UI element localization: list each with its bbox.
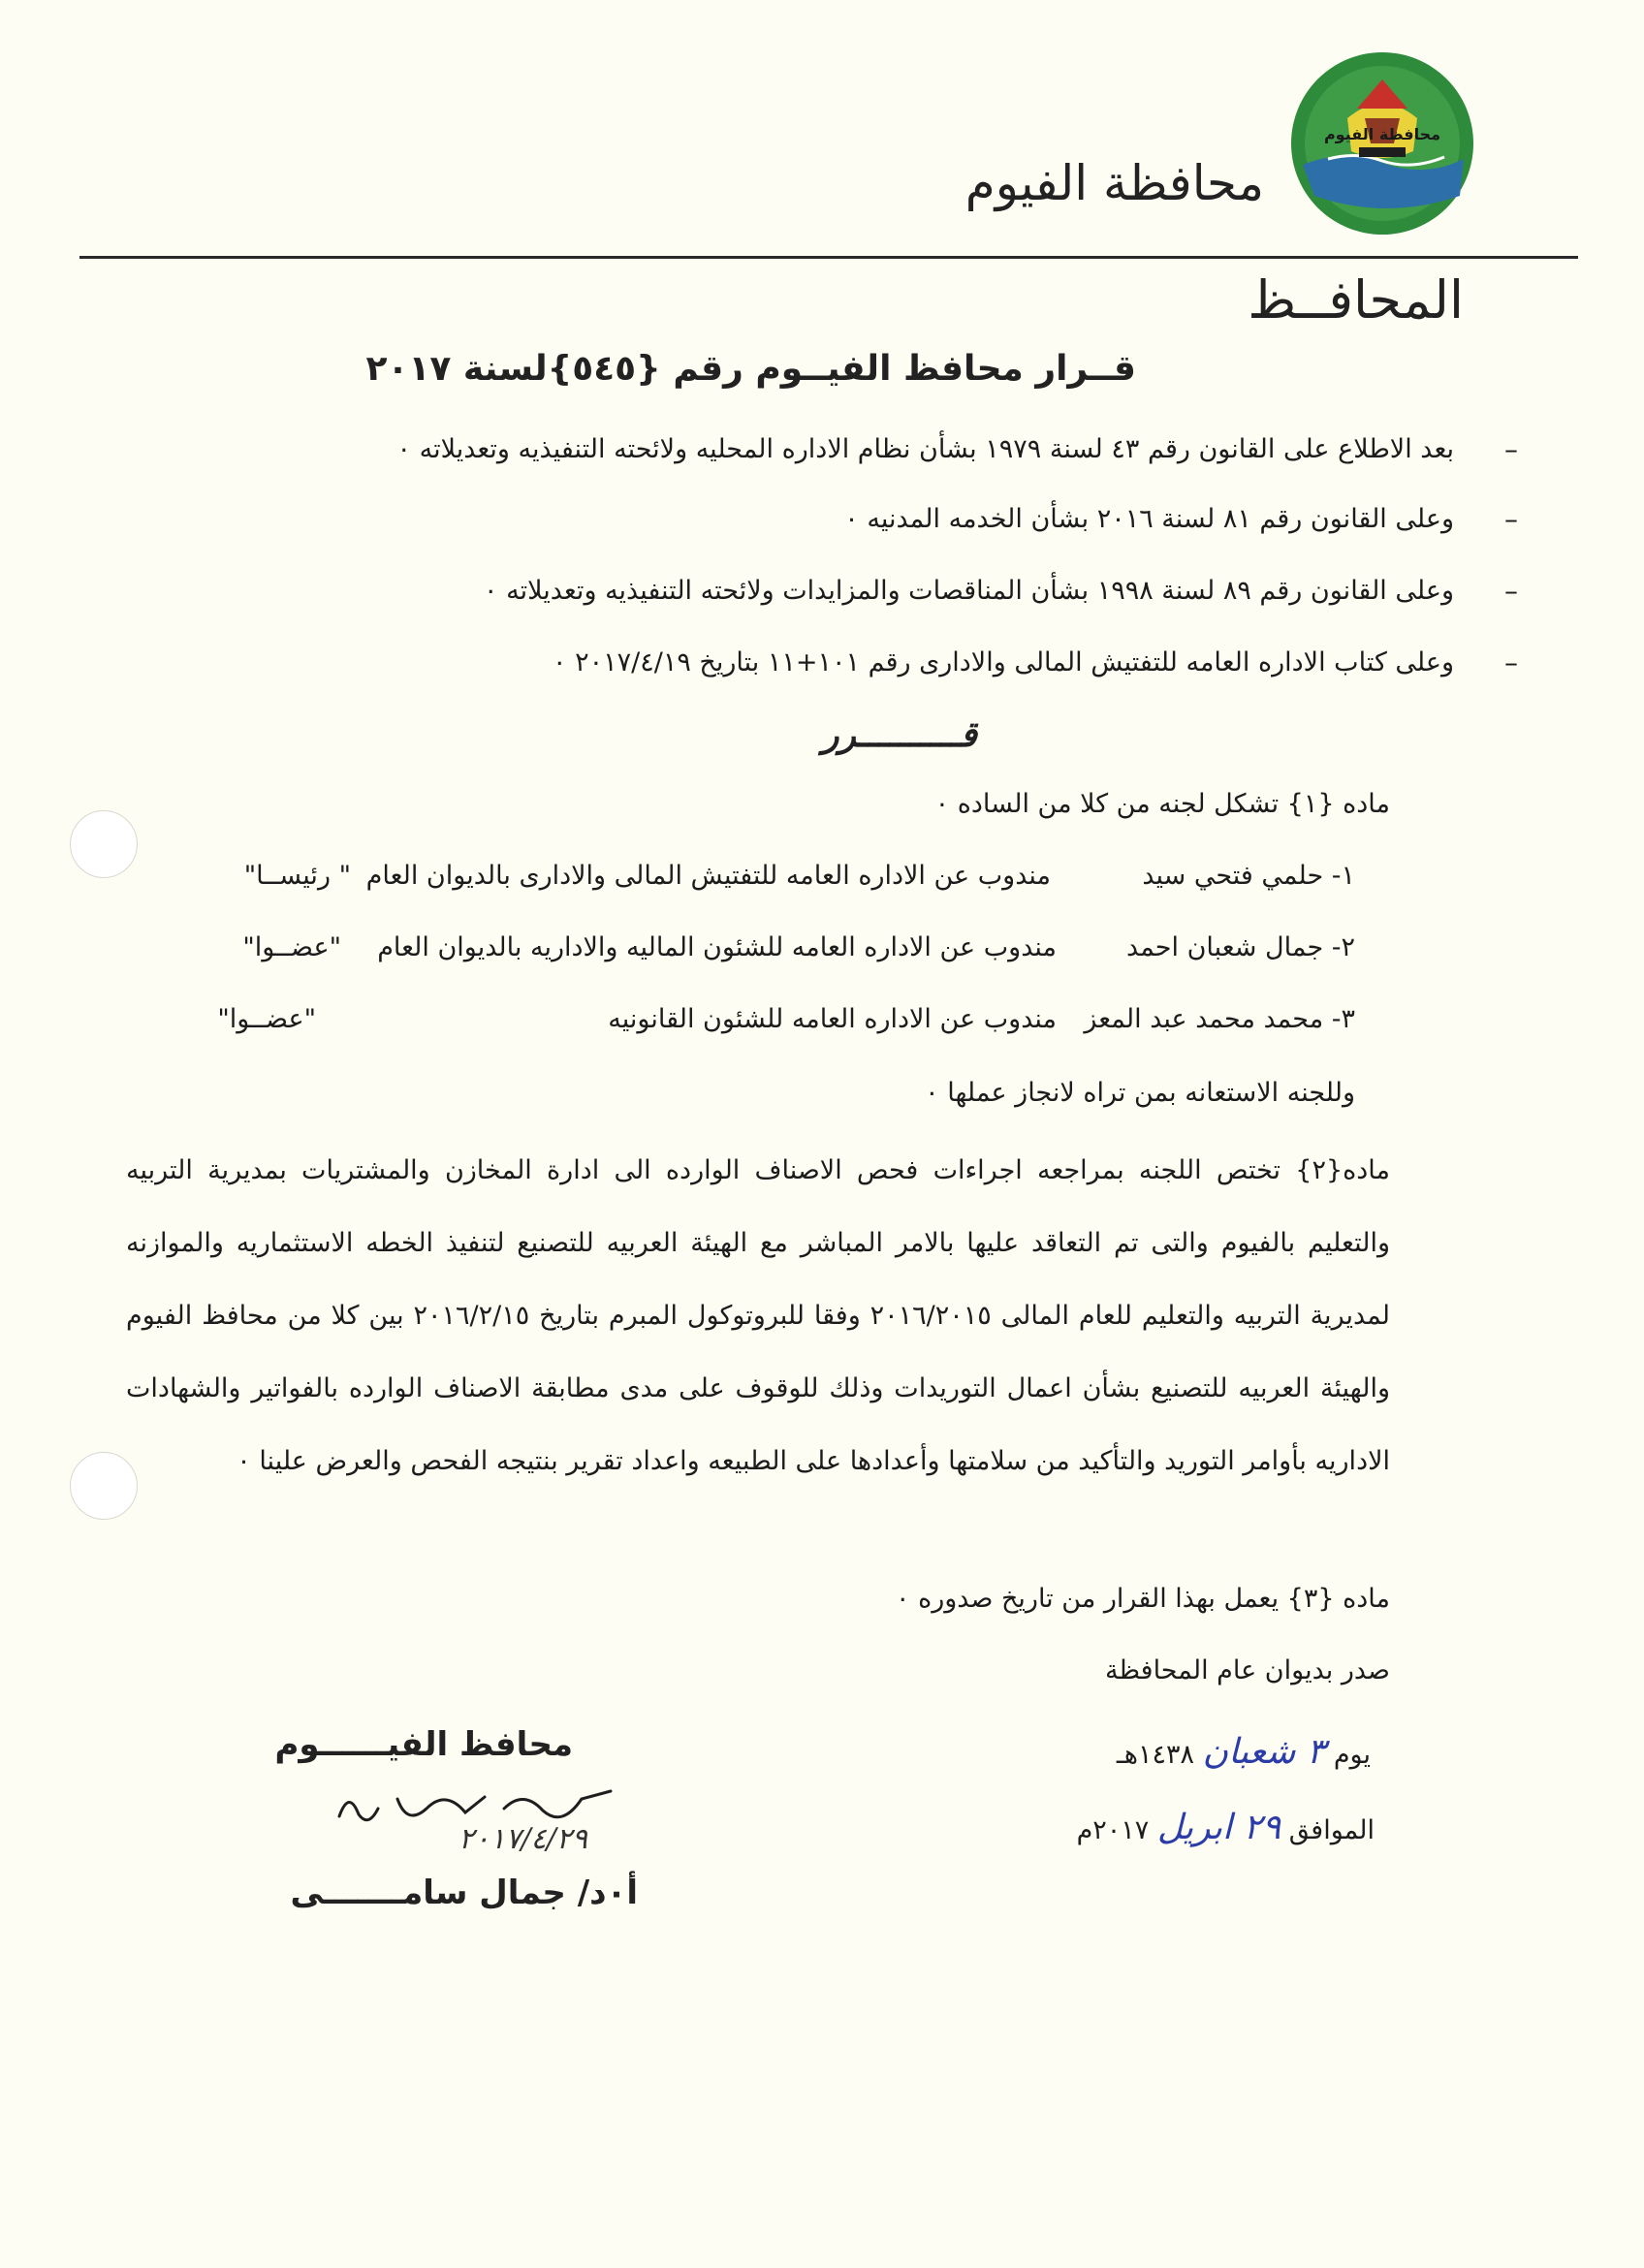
preamble-item: – وعلى القانون رقم ٨١ لسنة ٢٠١٦ بشأن الخدمه المدنيه ٠ bbox=[844, 503, 1518, 535]
punch-hole bbox=[70, 810, 138, 878]
member-role: مندوب عن الاداره العامه للشئون القانونيه bbox=[608, 1004, 1057, 1034]
preamble-item: – وعلى كتاب الاداره العامه للتفتيش المالى والادارى رقم ١٠١+١١ بتاريخ ٢٠١٧/٤/١٩ ٠ bbox=[553, 646, 1518, 678]
decree-title: قــرار محافظ الفيــوم رقم {٥٤٥}لسنة ٢٠١٧ bbox=[365, 349, 1136, 389]
signer-name: أ٠د/ جمال سامـــــــى bbox=[290, 1874, 638, 1912]
office-title: المحافــظ bbox=[1248, 269, 1464, 331]
member-role: مندوب عن الاداره العامه للتفتيش المالى والادارى بالديوان العام bbox=[365, 861, 1051, 891]
article-2-text: ماده{٢} تختص اللجنه بمراجعه اجراءات فحص الاصناف الوارده الى ادارة المخازن والمشتريات بمديرية التربيه والتعليم بالفيوم والتى تم التعاقد عليها بالامر المباشر مع الهيئة العربيه للتصنيع لتنفيذ الخطه الاستثماريه والموازنه لمديرية التربيه والتعليم للعام المالى ٢٠١٦/٢٠١٥ وفقا للبروتوكول المبرم بتاريخ ٢٠١٦/٢/١٥ بين كلا من محافظ الفيوم والهيئة العربيه للتصنيع بشأن اعمال التوريدات وذلك للوقوف على مدى مطابقة الاصناف الوارده بالفواتير والشهادات الاداريه بأوامر التوريد والتأكيد من سلامتها وأعدادها على الطبيعه واعداد تقرير بنتيجه الفحص والعرض علينا ٠ bbox=[126, 1155, 1390, 1476]
handwritten-hijri-day: ٣ شعبان bbox=[1202, 1732, 1326, 1772]
member-name: ٢- جمال شعبان احمد bbox=[1126, 932, 1355, 962]
issued-at: صدر بديوان عام المحافظة bbox=[1105, 1655, 1390, 1685]
preamble-item: – بعد الاطلاع على القانون رقم ٤٣ لسنة ١٩٧٩ بشأن نظام الاداره المحليه ولائحته التنفيذيه وتعديلاته ٠ bbox=[396, 433, 1518, 465]
gregorian-date: الموافق ٢٩ ابريل ٢٠١٧م bbox=[1076, 1808, 1375, 1847]
member-name: ٣- محمد محمد عبد المعز bbox=[1084, 1004, 1355, 1034]
handwritten-gregorian-day: ٢٩ ابريل bbox=[1156, 1808, 1281, 1847]
governorate-seal-icon bbox=[1289, 50, 1475, 236]
article-1-closing: وللجنه الاستعانه بمن تراه لانجاز عملها ٠ bbox=[925, 1078, 1355, 1108]
member-title: " رئيســا" bbox=[243, 861, 351, 891]
punch-hole bbox=[70, 1452, 138, 1520]
header-divider bbox=[79, 256, 1578, 259]
article-3-text: ماده {٣} يعمل بهذا القرار من تاريخ صدوره ٠ bbox=[895, 1584, 1390, 1614]
hijri-date: يوم ٣ شعبان ١٤٣٨هـ bbox=[1116, 1732, 1371, 1772]
seal-text: محافظة الفيوم bbox=[1323, 125, 1441, 143]
governorate-name: محافظة الفيوم bbox=[964, 155, 1264, 211]
member-role: مندوب عن الاداره العامه للشئون الماليه والاداريه بالديوان العام bbox=[377, 932, 1057, 962]
handwritten-signature-date: ٢٠١٧/٤/٢٩ bbox=[458, 1822, 587, 1856]
article-1-intro: ماده {١} تشكل لجنه من كلا من الساده ٠ bbox=[934, 789, 1390, 819]
preamble-item: – وعلى القانون رقم ٨٩ لسنة ١٩٩٨ بشأن المناقصات والمزايدات ولائحته التنفيذيه وتعديلاته ٠ bbox=[484, 575, 1518, 607]
decides-heading: قــــــــــرر bbox=[822, 715, 977, 755]
signature-title: محافظ الفيــــــوم bbox=[274, 1725, 573, 1764]
member-title: "عضــوا" bbox=[242, 932, 341, 962]
member-name: ١- حلمي فتحي سيد bbox=[1142, 861, 1355, 891]
member-title: "عضــوا" bbox=[217, 1004, 316, 1034]
